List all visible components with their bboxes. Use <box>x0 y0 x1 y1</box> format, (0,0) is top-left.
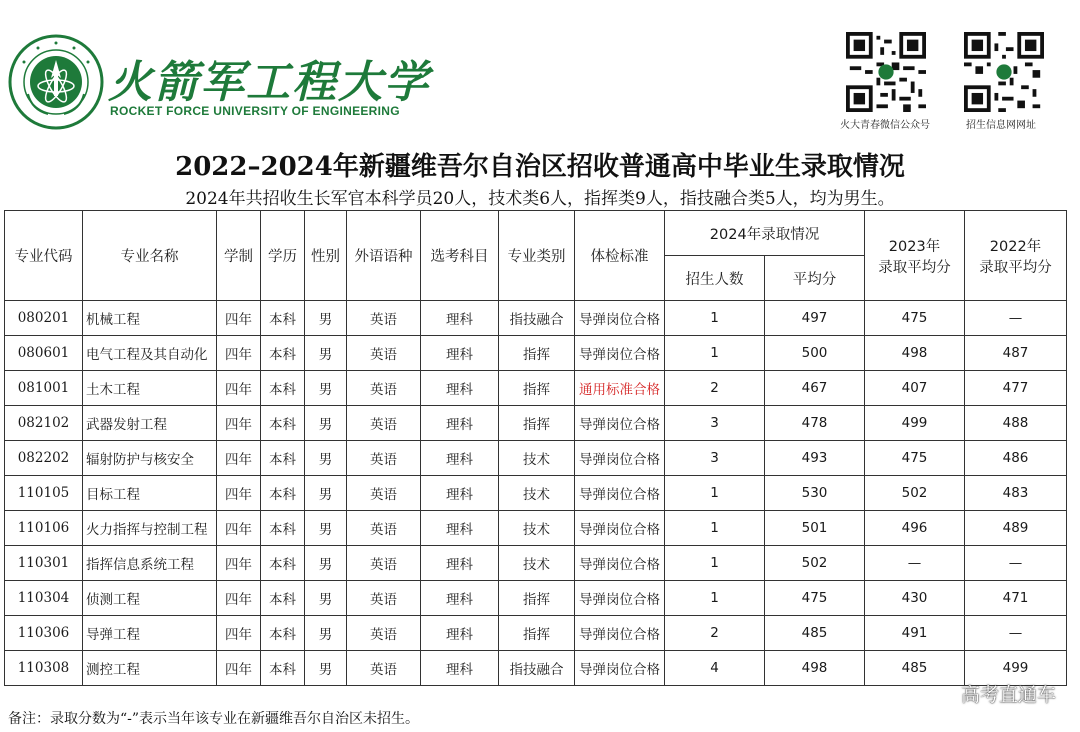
name-cell: 电气工程及其自动化 <box>83 336 217 371</box>
watermark: 高考直通车 <box>960 684 1056 706</box>
medical-cell: 通用标准合格 <box>575 371 665 406</box>
medical-cell: 导弹岗位合格 <box>575 651 665 686</box>
gender-cell: 男 <box>305 546 347 581</box>
avg-2022-cell: — <box>965 301 1067 336</box>
duration-cell: 四年 <box>217 651 261 686</box>
degree-cell: 本科 <box>261 546 305 581</box>
avg-2023-cell: 491 <box>865 616 965 651</box>
category-cell: 指挥 <box>499 406 575 441</box>
avg-2024-cell: 501 <box>765 511 865 546</box>
category-cell: 技术 <box>499 476 575 511</box>
header-degree: 学历 <box>261 211 305 301</box>
header-subjects: 选考科目 <box>421 211 499 301</box>
category-cell: 指技融合 <box>499 651 575 686</box>
language-cell: 英语 <box>347 546 421 581</box>
table-row <box>5 651 1067 686</box>
language-cell: 英语 <box>347 441 421 476</box>
page-title: 2022–2024年新疆维吾尔自治区招收普通高中毕业生录取情况 <box>175 152 905 182</box>
subjects-cell: 理科 <box>421 581 499 616</box>
language-cell: 英语 <box>347 616 421 651</box>
avg-2023-cell: 485 <box>865 651 965 686</box>
wechat-qr-code-icon[interactable] <box>846 32 926 112</box>
avg-2024-cell: 502 <box>765 546 865 581</box>
gender-cell: 男 <box>305 651 347 686</box>
avg-2022-cell: 487 <box>965 336 1067 371</box>
degree-cell: 本科 <box>261 301 305 336</box>
gender-cell: 男 <box>305 581 347 616</box>
language-cell: 英语 <box>347 371 421 406</box>
avg-2024-cell: 530 <box>765 476 865 511</box>
duration-cell: 四年 <box>217 616 261 651</box>
avg-2023-cell: 407 <box>865 371 965 406</box>
language-cell: 英语 <box>347 476 421 511</box>
degree-cell: 本科 <box>261 406 305 441</box>
enrolled-cell: 4 <box>665 651 765 686</box>
code-cell: 110106 <box>5 511 83 546</box>
avg-2022-cell: 477 <box>965 371 1067 406</box>
enrolled-cell: 3 <box>665 441 765 476</box>
avg-2022-cell: 488 <box>965 406 1067 441</box>
medical-cell: 导弹岗位合格 <box>575 406 665 441</box>
avg-2024-cell: 467 <box>765 371 865 406</box>
duration-cell: 四年 <box>217 441 261 476</box>
enrolled-cell: 1 <box>665 511 765 546</box>
subjects-cell: 理科 <box>421 441 499 476</box>
degree-cell: 本科 <box>261 581 305 616</box>
enrolled-cell: 2 <box>665 371 765 406</box>
brand-name-cn: 火箭军工程大学 <box>108 57 430 108</box>
degree-cell: 本科 <box>261 511 305 546</box>
avg-2023-cell: 475 <box>865 441 965 476</box>
duration-cell: 四年 <box>217 371 261 406</box>
gender-cell: 男 <box>305 406 347 441</box>
degree-cell: 本科 <box>261 616 305 651</box>
wechat-qr-label: 火大青春微信公众号 <box>840 120 930 131</box>
subjects-cell: 理科 <box>421 406 499 441</box>
page-subtitle: 2024年共招收生长军官本科学员20人，技术类6人，指挥类9人，指技融合类5人，均为男生。 <box>185 189 895 209</box>
header-enrolled: 招生人数 <box>665 256 765 301</box>
subjects-cell: 理科 <box>421 651 499 686</box>
gender-cell: 男 <box>305 441 347 476</box>
table-row <box>5 546 1067 581</box>
subjects-cell: 理科 <box>421 301 499 336</box>
gender-cell: 男 <box>305 336 347 371</box>
enrolled-cell: 1 <box>665 476 765 511</box>
duration-cell: 四年 <box>217 406 261 441</box>
language-cell: 英语 <box>347 301 421 336</box>
language-cell: 英语 <box>347 336 421 371</box>
table-row <box>5 616 1067 651</box>
medical-cell: 导弹岗位合格 <box>575 336 665 371</box>
code-cell: 110304 <box>5 581 83 616</box>
subjects-cell: 理科 <box>421 476 499 511</box>
subjects-cell: 理科 <box>421 616 499 651</box>
subjects-cell: 理科 <box>421 371 499 406</box>
name-cell: 机械工程 <box>83 301 217 336</box>
avg-2024-cell: 500 <box>765 336 865 371</box>
gender-cell: 男 <box>305 511 347 546</box>
table-row <box>5 336 1067 371</box>
table-body <box>5 301 1067 686</box>
table-row <box>5 301 1067 336</box>
medical-cell: 导弹岗位合格 <box>575 441 665 476</box>
name-cell: 测控工程 <box>83 651 217 686</box>
degree-cell: 本科 <box>261 336 305 371</box>
admission-website-qr-code-icon[interactable] <box>964 32 1044 112</box>
avg-2024-cell: 478 <box>765 406 865 441</box>
header-category: 专业类别 <box>499 211 575 301</box>
duration-cell: 四年 <box>217 581 261 616</box>
gender-cell: 男 <box>305 476 347 511</box>
avg-2023-cell: 496 <box>865 511 965 546</box>
language-cell: 英语 <box>347 406 421 441</box>
footnote: 备注：录取分数为“-”表示当年该专业在新疆维吾尔自治区未招生。 <box>8 711 420 727</box>
degree-cell: 本科 <box>261 371 305 406</box>
code-cell: 110306 <box>5 616 83 651</box>
language-cell: 英语 <box>347 651 421 686</box>
gender-cell: 男 <box>305 371 347 406</box>
language-cell: 英语 <box>347 581 421 616</box>
medical-cell: 导弹岗位合格 <box>575 301 665 336</box>
university-seal-logo <box>8 34 104 130</box>
subjects-cell: 理科 <box>421 336 499 371</box>
category-cell: 指挥 <box>499 336 575 371</box>
name-cell: 土木工程 <box>83 371 217 406</box>
avg-2022-cell: 486 <box>965 441 1067 476</box>
header-duration: 学制 <box>217 211 261 301</box>
code-cell: 110308 <box>5 651 83 686</box>
code-cell: 080201 <box>5 301 83 336</box>
avg-2024-cell: 498 <box>765 651 865 686</box>
avg-2024-cell: 485 <box>765 616 865 651</box>
avg-2023-cell: 499 <box>865 406 965 441</box>
enrolled-cell: 3 <box>665 406 765 441</box>
avg-2023-cell: — <box>865 546 965 581</box>
avg-2023-cell: 502 <box>865 476 965 511</box>
medical-cell: 导弹岗位合格 <box>575 476 665 511</box>
enrolled-cell: 2 <box>665 616 765 651</box>
category-cell: 技术 <box>499 441 575 476</box>
table-row <box>5 406 1067 441</box>
header-language: 外语语种 <box>347 211 421 301</box>
enrolled-cell: 1 <box>665 581 765 616</box>
avg-2022-cell: 471 <box>965 581 1067 616</box>
code-cell: 110105 <box>5 476 83 511</box>
avg-2022-cell: — <box>965 546 1067 581</box>
avg-2024-cell: 493 <box>765 441 865 476</box>
category-cell: 技术 <box>499 546 575 581</box>
table-row <box>5 476 1067 511</box>
category-cell: 指技融合 <box>499 301 575 336</box>
code-cell: 080601 <box>5 336 83 371</box>
header-avg-2024: 平均分 <box>765 256 865 301</box>
table-row <box>5 511 1067 546</box>
header-code: 专业代码 <box>5 211 83 301</box>
avg-2023-cell: 475 <box>865 301 965 336</box>
name-cell: 指挥信息系统工程 <box>83 546 217 581</box>
duration-cell: 四年 <box>217 301 261 336</box>
subjects-cell: 理科 <box>421 546 499 581</box>
header-name: 专业名称 <box>83 211 217 301</box>
name-cell: 目标工程 <box>83 476 217 511</box>
header-medical: 体检标准 <box>575 211 665 301</box>
name-cell: 武器发射工程 <box>83 406 217 441</box>
name-cell: 辐射防护与核安全 <box>83 441 217 476</box>
gender-cell: 男 <box>305 301 347 336</box>
enrolled-cell: 1 <box>665 301 765 336</box>
code-cell: 110301 <box>5 546 83 581</box>
medical-cell: 导弹岗位合格 <box>575 511 665 546</box>
enrolled-cell: 1 <box>665 546 765 581</box>
duration-cell: 四年 <box>217 476 261 511</box>
medical-cell: 导弹岗位合格 <box>575 581 665 616</box>
code-cell: 082102 <box>5 406 83 441</box>
category-cell: 指挥 <box>499 581 575 616</box>
admission-table <box>4 210 1067 686</box>
table-header-row <box>5 211 1067 256</box>
medical-cell: 导弹岗位合格 <box>575 546 665 581</box>
duration-cell: 四年 <box>217 511 261 546</box>
subjects-cell: 理科 <box>421 511 499 546</box>
header-group-2024: 2024年录取情况 <box>665 211 865 256</box>
table-row <box>5 581 1067 616</box>
name-cell: 侦测工程 <box>83 581 217 616</box>
duration-cell: 四年 <box>217 336 261 371</box>
duration-cell: 四年 <box>217 546 261 581</box>
enrolled-cell: 1 <box>665 336 765 371</box>
brand-name-en: ROCKET FORCE UNIVERSITY OF ENGINEERING <box>110 104 400 118</box>
table-row <box>5 441 1067 476</box>
website-qr-label: 招生信息网网址 <box>966 120 1036 131</box>
page-header <box>0 0 1080 140</box>
code-cell: 081001 <box>5 371 83 406</box>
table-row <box>5 371 1067 406</box>
category-cell: 指挥 <box>499 616 575 651</box>
avg-2022-cell: 489 <box>965 511 1067 546</box>
medical-cell: 导弹岗位合格 <box>575 616 665 651</box>
avg-2022-cell: — <box>965 616 1067 651</box>
category-cell: 指挥 <box>499 371 575 406</box>
degree-cell: 本科 <box>261 441 305 476</box>
header-gender: 性别 <box>305 211 347 301</box>
avg-2022-cell: 499 <box>965 651 1067 686</box>
language-cell: 英语 <box>347 511 421 546</box>
avg-2022-cell: 483 <box>965 476 1067 511</box>
category-cell: 技术 <box>499 511 575 546</box>
header-avg-2023: 2023年 录取平均分 <box>865 211 965 301</box>
avg-2024-cell: 497 <box>765 301 865 336</box>
degree-cell: 本科 <box>261 651 305 686</box>
avg-2023-cell: 430 <box>865 581 965 616</box>
avg-2023-cell: 498 <box>865 336 965 371</box>
name-cell: 火力指挥与控制工程 <box>83 511 217 546</box>
avg-2024-cell: 475 <box>765 581 865 616</box>
header-avg-2022: 2022年 录取平均分 <box>965 211 1067 301</box>
gender-cell: 男 <box>305 616 347 651</box>
degree-cell: 本科 <box>261 476 305 511</box>
name-cell: 导弹工程 <box>83 616 217 651</box>
code-cell: 082202 <box>5 441 83 476</box>
